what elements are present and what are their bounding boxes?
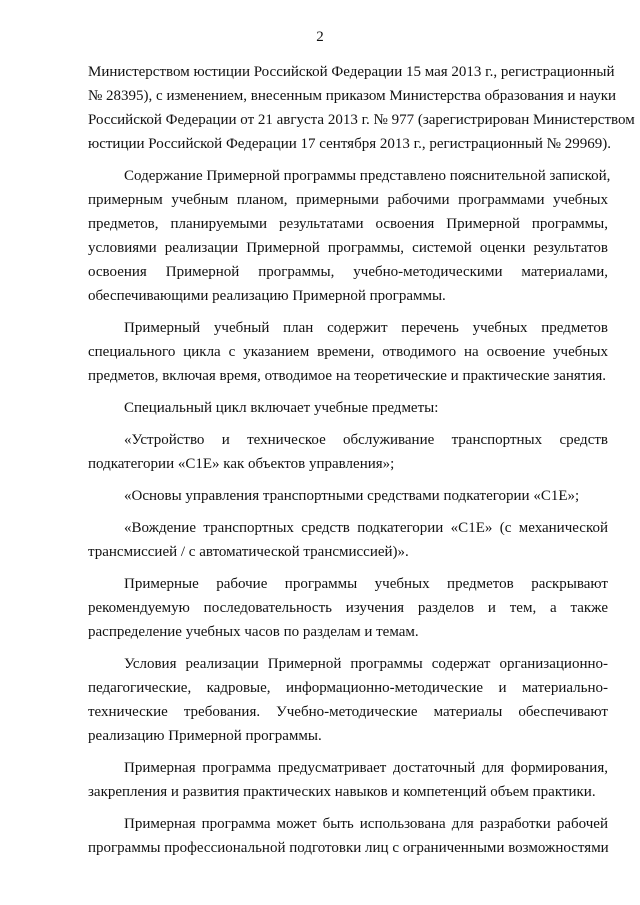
paragraph [88, 316, 608, 388]
text-line: Примерная программа может быть использована для разработки рабочей [124, 816, 608, 832]
paragraph [88, 516, 608, 564]
text-line: Примерная программа предусматривает достаточный для формирования, [124, 760, 608, 776]
text-line: Примерный учебный план содержит перечень учебных предметов [124, 320, 608, 336]
text-line: Российской Федерации от 21 августа 2013 г. № 977 (зарегистрирован Министерством [88, 112, 635, 128]
text-line: Содержание Примерной программы представлено пояснительной запиской, [124, 168, 611, 184]
text-line: подкатегории «C1E» как объектов управления»; [88, 456, 395, 472]
paragraph-gap [88, 476, 608, 484]
text-line: предметов, планируемыми результатами освоения Примерной программы, [88, 216, 608, 232]
text-line: примерным учебным планом, примерными рабочими программами учебных [88, 192, 608, 208]
paragraph-gap [88, 156, 608, 164]
paragraph [88, 60, 635, 156]
text-line: распределение учебных часов по разделам и темам. [88, 624, 419, 640]
paragraph-gap [88, 508, 608, 516]
page-number: 2 [316, 29, 324, 45]
paragraph-gap [88, 748, 608, 756]
text-line: юстиции Российской Федерации 17 сентября 2013 г., регистрационный № 29969). [88, 136, 611, 152]
text-line: № 28395), с изменением, внесенным приказом Министерства образования и науки [88, 88, 617, 104]
paragraph [88, 756, 608, 804]
paragraph [88, 572, 608, 644]
paragraph [88, 428, 608, 476]
text-line: Специальный цикл включает учебные предметы: [124, 400, 439, 416]
paragraph-gap [88, 388, 608, 396]
text-line: предметов, включая время, отводимое на теоретические и практические занятия. [88, 368, 607, 384]
paragraph-gap [88, 804, 608, 812]
text-line: обеспечивающими реализацию Примерной программы. [88, 288, 446, 304]
text-line: Министерством юстиции Российской Федерации 15 мая 2013 г., регистрационный [88, 64, 615, 80]
paragraph-gap [88, 308, 608, 316]
text-line: закрепления и развития практических навыков и компетенций объем практики. [88, 784, 596, 800]
paragraph [88, 396, 608, 420]
text-line: педагогические, кадровые, информационно-методические и материально- [88, 680, 608, 696]
document-body [88, 60, 635, 860]
text-line: рекомендуемую последовательность изучения разделов и тем, а также [88, 600, 608, 616]
paragraph [88, 812, 608, 860]
text-line: условиями реализации Примерной программы, системой оценки результатов [88, 240, 608, 256]
text-line: технические требования. Учебно-методические материалы обеспечивают [88, 704, 608, 720]
text-line: программы профессиональной подготовки лиц с ограниченными возможностями [88, 840, 609, 856]
text-line: реализацию Примерной программы. [88, 728, 322, 744]
text-line: «Вождение транспортных средств подкатегории «C1E» (с механической [124, 520, 608, 536]
paragraph [88, 652, 608, 748]
text-line: «Основы управления транспортными средствами подкатегории «C1E»; [124, 488, 580, 504]
paragraph-gap [88, 644, 608, 652]
paragraph [88, 164, 611, 308]
text-line: Примерные рабочие программы учебных предметов раскрывают [124, 576, 608, 592]
text-line: «Устройство и техническое обслуживание транспортных средств [124, 432, 608, 448]
text-line: Условия реализации Примерной программы содержат организационно- [124, 656, 608, 672]
paragraph [88, 484, 608, 508]
paragraph-gap [88, 420, 608, 428]
text-line: освоения Примерной программы, учебно-методическими материалами, [88, 264, 608, 280]
text-line: трансмиссией / с автоматической трансмиссией)». [88, 544, 409, 560]
paragraph-gap [88, 564, 608, 572]
text-line: специального цикла с указанием времени, отводимого на освоение учебных [88, 344, 608, 360]
